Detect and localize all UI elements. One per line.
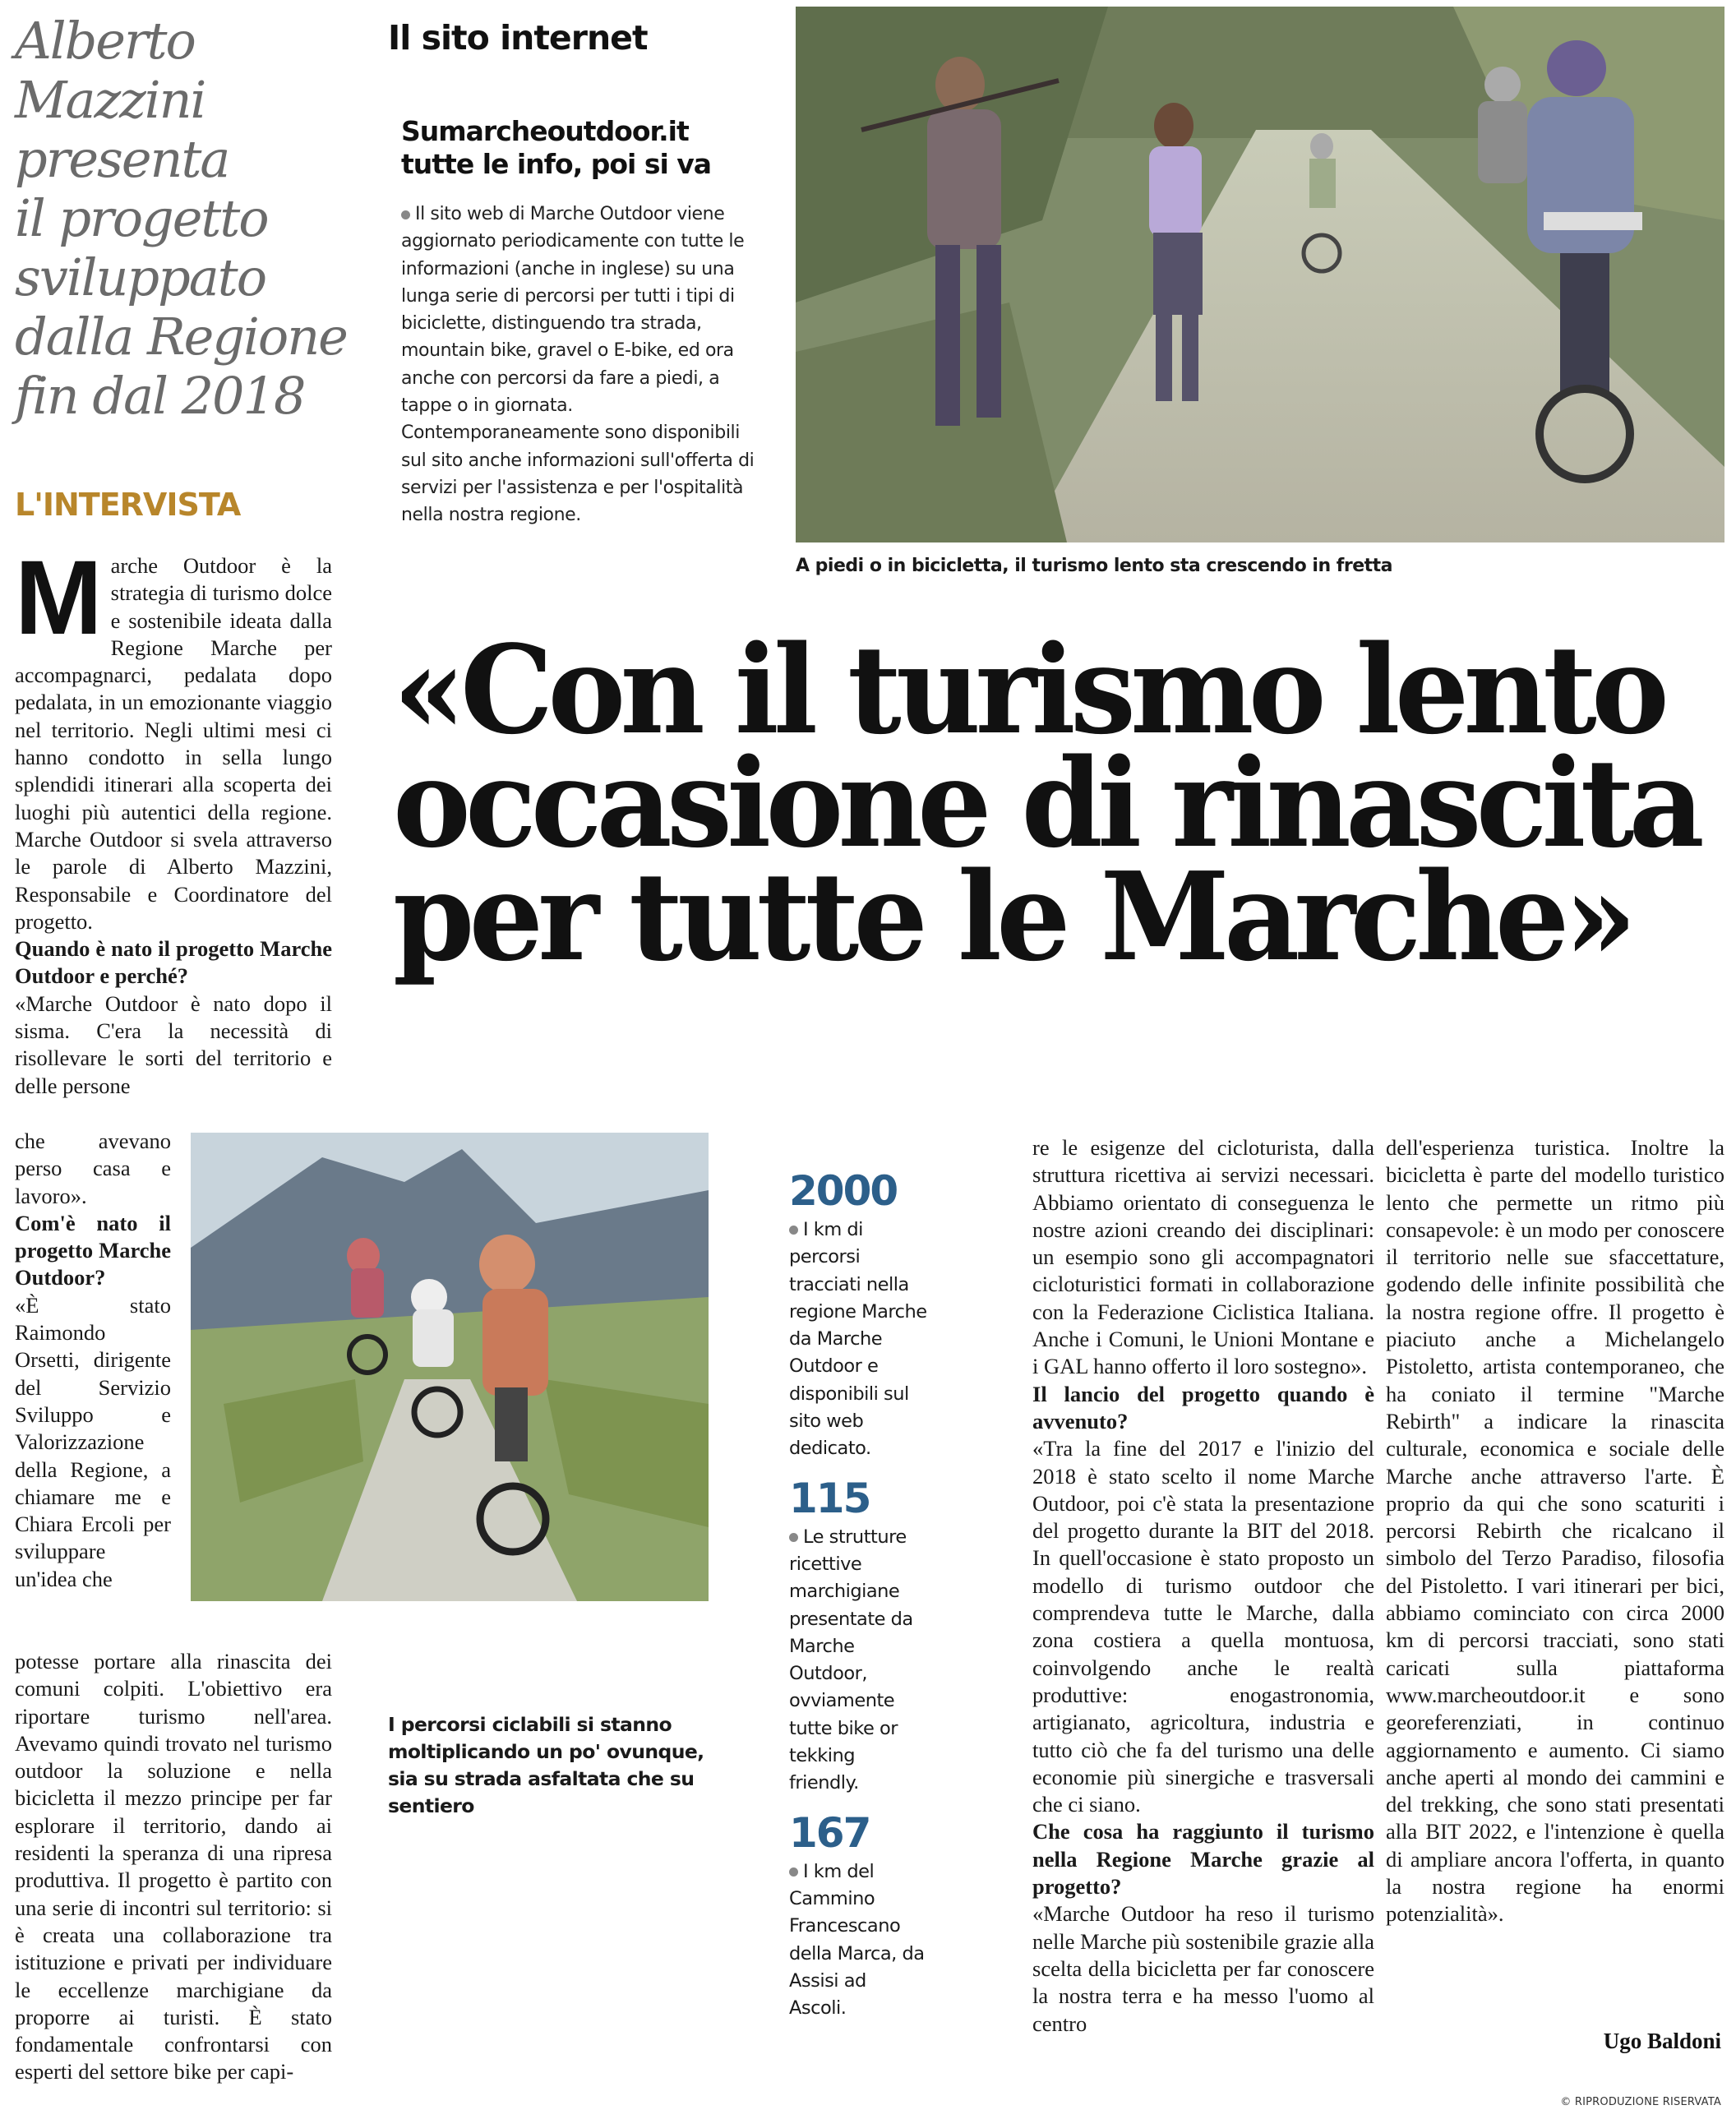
article-intro: arche Outdoor è la strategia di turismo dolce e sostenibile ideata dalla Regione Marche per accompagnarci, pedalata dopo pedalata, in un emozionante viaggio nel territorio. Negli ultimi mesi ci hanno condotto in sella lungo splendidi itinerari alla scoperta dei luoghi più autentici della regione. Marche Outdoor si svela attraverso le parole di Alberto Mazzini, Responsabile e Coordinatore del progetto. xyxy=(15,553,332,934)
answer-4-cont: dell'esperienza turistica. Inoltre la bicicletta è parte del modello turistico lento che permette un ritmo più consapevole: è un modo per conoscere il territorio nelle sue sfaccettature, godendo delle infinite possibilità che la nostra regione offre. Il progetto è piaciuto anche a Michelangelo Pistoletto, artista contemporaneo, che ha coniato il termine "Marche Rebirth" a indicare la rinascita culturale, economica e sociale delle Marche anche attraverso l'arte. È proprio da qui che sono scaturiti i percorsi Rebirth che ricalcano il simbolo del Terzo Paradiso, filosofia del Pistoletto. I vari itinerari per bici, abbiamo cominciato con circa 2000 km di percorsi tracciati, sono stati caricati sulla piattaforma www.marcheoutdoor.it e sono georeferenziati, in continuo aggiornamento e aumento. Ci siamo anche aperti al mondo dei cammini e del trekking, che sono stati presentati alla BIT 2022, e l'intenzione è quella di ampliare ancora l'offerta, in quanto la nostra regione ha enormi potenzialità». xyxy=(1386,1135,1724,1927)
stat-text-1 xyxy=(789,1216,970,1463)
stat-text-1-body: I km di percorsi tracciati nella regione Marche da Marche Outdoor e disponibili sul sito web dedicato. xyxy=(789,1219,927,1460)
answer-2-cont: potesse portare alla rinascita dei comuni colpiti. L'obiettivo era riportare turismo nell'area. Avevamo quindi trovato nel turismo outdoor la soluzione e nella bicicletta il mezzo principe per far esplorare il territorio, dando ai residenti la speranza di una ripresa produttiva. Il progetto è partito con una serie di incontri sul territorio: si è creata una collaborazione tra istituzione e privati per individuare le eccellenze marchigiane da proporre ai turisti. È stato fondamentale confrontarsi con esperti del settore bike per capi- xyxy=(15,1649,332,2084)
answer-4: «Marche Outdoor ha reso il turismo nelle Marche più sostenibile grazie alla scelta della bicicletta per far conoscere la nostra terra e ha messo l'uomo al centro xyxy=(1032,1901,1374,2036)
sidebox-body-text: Il sito web di Marche Outdoor viene aggiornato periodicamente con tutte le informazioni (anche in inglese) su una lunga serie di percorsi per tutti i tipi di biciclette, distinguendo tra strada, mountain bike, gravel o E-bike, ed ora anche con percorsi da fare a piedi, a tappe o in giornata. Contemporaneamente sono disponibili sul sito anche informazioni sull'offerta di servizi per l'assistenza e per l'ospitalità nella nostra regione. xyxy=(401,204,755,526)
bullet-icon xyxy=(789,1226,798,1235)
answer-3: «Tra la fine del 2017 e l'inizio del 2018 è stato scelto il nome Marche Outdoor, poi c'è stata la presentazione del progetto durante la BIT del 2018. In quell'occasione è stato proposto un modello di turismo outdoor che comprendeva tutte le Marche, dalla zona costiera a quella montuosa, coinvolgendo anche le realtà produttive: enogastronomia, artigianato, agricoltura, industria e tutto ciò che fa del turismo una delle economie più sinergiche e trasversali che ci siano. xyxy=(1032,1436,1374,1817)
question-4: Che cosa ha raggiunto il turismo nella Regione Marche grazie al progetto? xyxy=(1032,1819,1374,1900)
bullet-icon xyxy=(401,210,410,219)
section-label: L'INTERVISTA xyxy=(15,487,241,523)
answer-2: «È stato Raimondo Orsetti, dirigente del Servizio Sviluppo e Valorizzazione della Regione, a chiamare me e Chiara Ercoli per sviluppare un'idea che xyxy=(15,1292,171,1591)
headline-line-2: occasione di rinascita xyxy=(393,732,1700,875)
stat-number-3: 167 xyxy=(789,1808,870,1857)
bullet-icon xyxy=(789,1867,798,1877)
photo-hikers-bikers-image xyxy=(796,7,1724,542)
question-3: Il lancio del progetto quando è avvenuto? xyxy=(1032,1381,1374,1433)
photo-top-caption: A piedi o in bicicletta, il turismo lento sta crescendo in fretta xyxy=(796,556,1393,576)
byline: Ugo Baldoni xyxy=(1603,2029,1721,2053)
photo-hikers-bikers xyxy=(796,7,1724,542)
article-col1-bottom xyxy=(15,1648,332,2086)
sidebox-section-title: Il sito internet xyxy=(388,18,648,58)
photo-cyclists-trail-image xyxy=(191,1133,709,1601)
photo-bottom-caption: I percorsi ciclabili si stanno moltiplicando un po' ovunque, sia su strada asfaltata che su sentiero xyxy=(388,1713,704,1817)
headline xyxy=(393,618,1700,988)
answer-2-end: re le esigenze del cicloturista, dalla struttura ricettiva ai servizi necessari. Abbiamo orientato di conseguenza le nostre azioni creando dei disciplinari: un esempio sono gli accompagnatori cicloturistici formati in collaborazione con la Federazione Ciclistica Italiana. Anche i Comuni, le Unioni Montane e i GAL hanno offerto il loro sostegno». xyxy=(1032,1135,1374,1379)
stat-text-3-body: I km del Cammino Francescano della Marca, da Assisi ad Ascoli. xyxy=(789,1860,925,2020)
headline-line-3: per tutte le Marche» xyxy=(393,845,1632,988)
stat-text-3 xyxy=(789,1858,970,2023)
article-col1-narrow xyxy=(15,1128,171,1593)
photo-cyclists-trail xyxy=(191,1133,709,1601)
question-1: Quando è nato il progetto Marche Outdoor e perché? xyxy=(15,936,332,989)
kicker: Alberto Mazzini presenta il progetto sviluppato dalla Regione fin dal 2018 xyxy=(15,11,347,426)
question-2: Com'è nato il progetto Marche Outdoor? xyxy=(15,1210,171,1290)
sidebox-body xyxy=(401,201,763,529)
headline-line-1: «Con il turismo lento xyxy=(393,618,1664,761)
bullet-icon xyxy=(789,1533,798,1542)
dropcap: M xyxy=(15,539,103,657)
copyright: © RIPRODUZIONE RISERVATA xyxy=(1560,2096,1721,2108)
stat-text-2-body: Le strutture ricettive marchigiane presentate da Marche Outdoor, ovviamente tutte bike or tekking friendly. xyxy=(789,1526,913,1794)
sidebox-title: Sumarcheoutdoor.it tutte le info, poi si va xyxy=(401,115,712,180)
answer-1-cont: che avevano perso casa e lavoro». xyxy=(15,1129,171,1208)
stats-column xyxy=(789,1167,970,2022)
answer-1: «Marche Outdoor è nato dopo il sisma. C'era la necessità di risollevare le sorti del territorio e delle persone xyxy=(15,990,332,1098)
stat-text-2 xyxy=(789,1524,970,1798)
article-col1-top xyxy=(15,539,332,1100)
article-col4 xyxy=(1386,1134,1724,1928)
stat-number-1: 2000 xyxy=(789,1167,898,1215)
article-col3 xyxy=(1032,1134,1374,2038)
stat-number-2: 115 xyxy=(789,1474,870,1522)
